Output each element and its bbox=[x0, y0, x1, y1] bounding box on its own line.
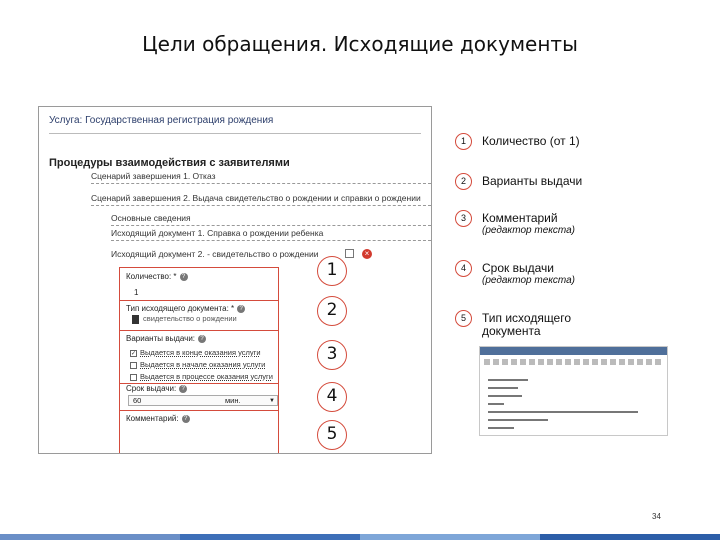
callout-badge-2: 2 bbox=[317, 296, 347, 326]
help-icon[interactable]: ? bbox=[180, 273, 188, 281]
help-icon[interactable]: ? bbox=[182, 415, 190, 423]
thumbnail-line bbox=[488, 403, 504, 405]
term-label: Срок выдачи: ? bbox=[126, 384, 187, 393]
file-icon bbox=[132, 315, 139, 324]
thumbnail-line bbox=[488, 427, 514, 429]
issue-variants-label: Варианты выдачи: ? bbox=[126, 334, 206, 343]
document-icon[interactable] bbox=[345, 249, 354, 258]
callout-badge-5: 5 bbox=[317, 420, 347, 450]
thumbnail-line bbox=[488, 419, 548, 421]
term-unit: мин. bbox=[225, 396, 241, 405]
option-checkbox-process[interactable]: Выдается в процессе оказания услуги bbox=[130, 372, 273, 381]
scenario-link-2[interactable]: Сценарий завершения 2. Выдача свидетельство о рождении и справки о рождении bbox=[91, 193, 421, 203]
comment-label: Комментарий: ? bbox=[126, 414, 190, 423]
divider bbox=[120, 410, 278, 411]
divider bbox=[49, 133, 421, 134]
divider bbox=[91, 183, 431, 184]
divider bbox=[111, 225, 431, 226]
screenshot-panel bbox=[38, 106, 432, 454]
callout-badge-3: 3 bbox=[317, 340, 347, 370]
option-checkbox-start[interactable]: Выдается в начале оказания услуги bbox=[130, 360, 265, 369]
quantity-label: Количество: * ? bbox=[126, 272, 188, 281]
help-icon[interactable]: ? bbox=[179, 385, 187, 393]
doc-type-file[interactable]: свидетельство о рождении bbox=[132, 314, 252, 324]
outgoing-doc-link-1[interactable]: Исходящий документ 1. Справка о рождении ребенка bbox=[111, 228, 324, 238]
thumbnail-line bbox=[488, 379, 528, 381]
footer-stripe bbox=[0, 534, 720, 540]
divider bbox=[111, 240, 431, 241]
quantity-input[interactable]: 1 bbox=[134, 288, 139, 297]
editor-thumbnail bbox=[479, 346, 668, 436]
outgoing-doc-link-2[interactable]: Исходящий документ 2. - свидетельство о рождении bbox=[111, 249, 319, 259]
divider bbox=[120, 330, 278, 331]
option-checkbox-end[interactable]: ✓ Выдается в конце оказания услуги bbox=[131, 348, 261, 357]
term-value: 60 bbox=[133, 396, 142, 405]
service-title: Услуга: Государственная регистрация рождения bbox=[49, 115, 274, 126]
slide-title: Цели обращения. Исходящие документы bbox=[142, 32, 578, 56]
chevron-down-icon: ▼ bbox=[269, 398, 275, 404]
basic-info-link[interactable]: Основные сведения bbox=[111, 213, 191, 223]
help-icon[interactable]: ? bbox=[198, 335, 206, 343]
callout-badge-1: 1 bbox=[317, 256, 347, 286]
thumbnail-toolbar bbox=[484, 359, 662, 365]
thumbnail-line bbox=[488, 387, 518, 389]
checkbox-checked-icon: ✓ bbox=[131, 350, 137, 357]
divider bbox=[91, 205, 431, 206]
outgoing-document-form bbox=[119, 267, 279, 454]
delete-icon[interactable]: × bbox=[362, 249, 372, 259]
doc-type-label: Тип исходящего документа: * ? bbox=[126, 304, 245, 313]
checkbox-icon bbox=[130, 362, 137, 369]
divider bbox=[120, 300, 278, 301]
term-select[interactable] bbox=[128, 395, 278, 406]
procedures-heading: Процедуры взаимодействия с заявителями bbox=[49, 157, 290, 169]
checkbox-icon bbox=[130, 374, 137, 381]
scenario-link-1[interactable]: Сценарий завершения 1. Отказ bbox=[91, 171, 216, 181]
thumbnail-line bbox=[488, 395, 522, 397]
thumbnail-line bbox=[488, 411, 638, 413]
help-icon[interactable]: ? bbox=[237, 305, 245, 313]
callout-badge-4: 4 bbox=[317, 382, 347, 412]
thumbnail-titlebar bbox=[480, 347, 667, 355]
page-number: 34 bbox=[652, 512, 661, 521]
